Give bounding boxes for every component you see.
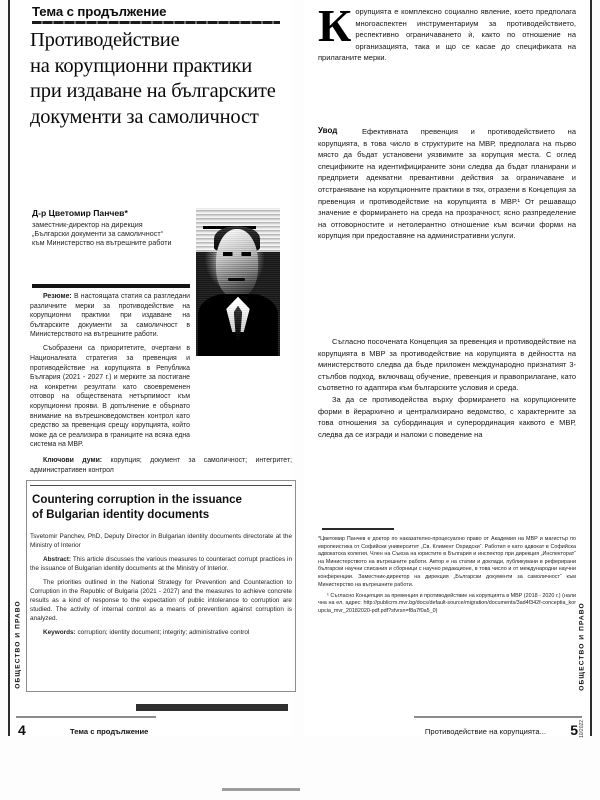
- magazine-issue-date: 10/2022: [579, 719, 586, 739]
- author-role-2: „Български документи за самоличност“: [32, 228, 164, 238]
- abstract-bg-para-1: [30, 292, 190, 340]
- abstract-bg-text-1: В настоящата статия са разгледани различните мерки за противодействие на корупционни практики при издаване на българските документи за самоличност в Министерството на вътрешните работи.: [30, 293, 190, 339]
- rubric-divider: [32, 21, 280, 24]
- english-abstract-para-1: [30, 555, 292, 573]
- section-uvod: [318, 126, 576, 242]
- abstract-en-label: Abstract:: [43, 556, 72, 563]
- drop-cap: К: [318, 0, 352, 51]
- keywords-bg-text: корупция; документ за самоличност; интегритет; административен контрол: [30, 457, 292, 474]
- abstract-bg-keywords: [30, 456, 292, 475]
- footer-rubric-left: Тема с продължение: [70, 727, 149, 736]
- english-keywords: [30, 628, 292, 637]
- author-name: Д-р Цветомир Панчев*: [32, 208, 128, 218]
- keywords-en-text: corruption; identity document; integrity; administrative control: [77, 629, 250, 636]
- english-abstract-text-1: This article discusses the various measures to counteract corrupt practices in the issuance of Bulgarian identity documents at the Ministry of Interior.: [30, 556, 292, 572]
- keywords-en-label: Keywords:: [43, 629, 76, 636]
- section-label-uvod: Увод: [318, 126, 338, 135]
- author-role-3: към Министерство на вътрешните работи: [32, 238, 172, 248]
- scan-bottom-mark: [222, 788, 300, 791]
- english-title-line-2: of Bulgarian identity documents: [32, 508, 210, 521]
- page-number-right: 5: [570, 722, 578, 738]
- footnote-divider: [322, 528, 394, 530]
- abstract-bg-label: Резюме:: [43, 293, 72, 300]
- right-page-footer: [304, 716, 592, 740]
- section-para-1: Ефективната превенция и противодействието на корупцията, в това число в структурите на МВР, предполага на първо място да бъдат установени уязвимите за корупция места. С оглед спецификите на идентифицираните зони следва да бъдат планирани и предприети адекватни превантивни действия за ограничаване и отстраняване на корупционните практики в тях, отразени в Концепция за превенция и противодействие на корупцията в МВР.¹ От решаващо значение е формирането на среда на прозрачност, ясно разпределение на отговорностите и нетолерантно отношение към всички форми на корупция при предоставяне на административни услуги.: [318, 127, 576, 241]
- footer-rubric-right: Противодействие на корупцията...: [424, 727, 546, 736]
- page-title: [30, 28, 292, 130]
- abstract-bulgarian: [30, 292, 292, 480]
- magazine-side-strip-right: [575, 576, 589, 739]
- keywords-bg-label: Ключови думи:: [43, 457, 103, 464]
- headline-line-2: на корупционни практики: [30, 54, 253, 77]
- page-number-left: 4: [18, 722, 26, 738]
- magazine-name-right: ОБЩЕСТВО И ПРАВО: [578, 601, 586, 691]
- english-title-line-1: Countering corruption in the issuance: [32, 493, 242, 506]
- footer-rule-right: [414, 716, 582, 718]
- section-uvod-cont: [318, 336, 576, 440]
- abstract-bg-para-2: Съобразени са приоритетите, очертани в Националната стратегия за превенция и противодействие на корупцията в Република България (2021 - 2027 г.) и мерките за постигане на конкретни резултати като своевременен отговор на обществената нетърпимост към корупционни прояви. В допълнение е обърнато внимание на вътрешноведомствен контрол като средство за превенция срещу корупцията, който може да се реализира в границите на всяка една система на МВР.: [30, 345, 190, 449]
- author-role-1: заместник-директор на дирекция: [32, 219, 143, 229]
- english-divider: [30, 485, 292, 486]
- footer-rule-left: [16, 716, 156, 718]
- english-title: [32, 492, 282, 522]
- magazine-name-left: ОБЩЕСТВО И ПРАВО: [14, 599, 22, 689]
- lead-paragraph: [318, 0, 576, 64]
- section-para-2: Съгласно посочената Концепция за превенция и противодействие на корупцията в МВР за противодействие на корупцията в дейността на министерството следва да бъде приложен международно признатият 3-стълбов подход, включващ обучение, превенция и правоприлагане, като съответно го адаптира към българските условия и среда.: [318, 337, 576, 393]
- footnote-author-bio: *Цветомир Панчев е доктор по наказателно-процесуално право от Академия на МВР и магистър по европеистика от Софийски университет „Св. Климент Охридски“. Работил е като адвокат в Софийска адвокатска колегия. Член на Съюза на юристите в България и инспектор при дирекция „Инспекторат“ на Министерството на вътрешните работи. Автор е на статии и доклади, публикувани в реферирани български научни списания и сборници с научно редакционе, в това число и от международни научни конференции. Заместник-директор на дирекция „Български документи за самоличност“ към Министерство на вътрешните работи.: [318, 536, 576, 588]
- rubric-label: Тема с продължение: [32, 4, 167, 19]
- rubric-header: [32, 4, 282, 24]
- english-abstract-para-2: The priorities outlined in the National Strategy for Prevention and Counteraction to Corruption in the Republic of Bulgaria (2021 - 2027) and the measures to achieve concrete results as a kind of response to the expectation of public intolerance to corruption are studied. The activity of internal control as a means of prevention against corruption is analyzed.: [30, 579, 292, 622]
- footnote-reference-1: ¹ Съгласно Концепция за превенция и противодействие на корупцията в МВР (2018 - 2020 г.) (налична на ел. адрес: http://publicrm.mvr.bg/docs/default-source/migration/documents/3ad4f342f-conceptia_korupcia_mvr_20182020-pdf.pdf?sfvrsn=f8a7f0a5_0): [318, 592, 576, 614]
- headline-line-4: документи за самоличност: [30, 105, 259, 128]
- footnotes-block: [318, 536, 576, 619]
- scan-artifact-bar: [136, 704, 288, 711]
- english-author-line: Tsvetomir Panchev, PhD, Deputy Director in Bulgarian identity documents directorate at the Ministry of Interior: [30, 533, 292, 549]
- headline-line-1: Противодействие: [30, 29, 180, 51]
- english-abstract-body: [30, 532, 292, 642]
- author-byline: [32, 208, 192, 248]
- lead-text: орупцията е комплексно социално явление, което предполага многоаспектен инструментариум за противодействието, респективно ограничаването ѝ, както по отношение на организацията, така и що се касае до спецификата на прилаганите мерки.: [318, 7, 576, 63]
- left-page: [8, 0, 292, 736]
- magazine-side-strip-left: [11, 574, 25, 714]
- left-page-footer: [8, 716, 292, 740]
- headline-line-3: при издаване на българските: [30, 80, 276, 102]
- section-para-3: За да се противодейства върху формирането на корупционните форми в йерархично и централизирано ведомство, с характерните за това отношения за субординация и суперординация каквото е МВР, следва да се изгради и наложи с поведение на: [318, 394, 576, 439]
- right-page: [304, 0, 592, 739]
- abstract-divider: [32, 284, 190, 288]
